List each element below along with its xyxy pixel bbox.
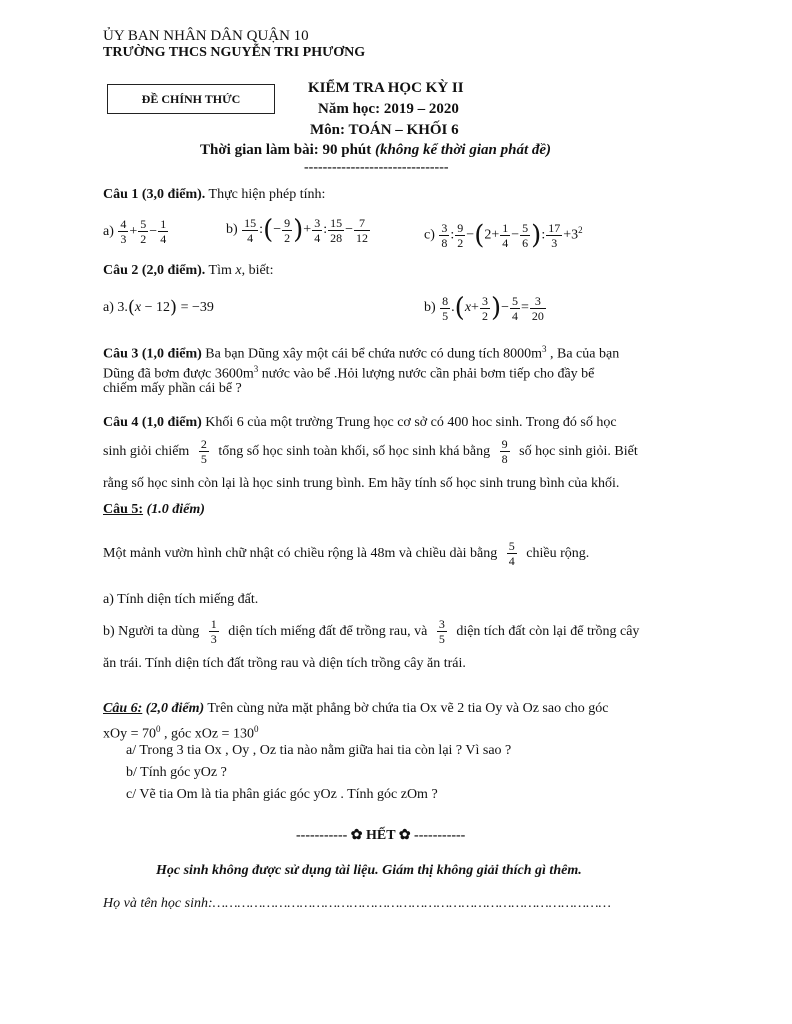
q6-title: Câu 6: — [103, 701, 143, 716]
student-name-line: Họ và tên học sinh:…………………………………………………………………………………… — [103, 896, 611, 911]
q1-c-label: c) — [424, 227, 435, 243]
q1-a-label: a) — [103, 224, 114, 239]
fraction: $\frac{3}{2}$ — [481, 293, 488, 323]
q1-heading — [103, 185, 325, 205]
fraction: $\frac{8}{5}$ — [442, 293, 449, 323]
fraction: $\frac{3}{5}$ — [438, 617, 445, 647]
fraction: $\frac{5}{4}$ — [512, 293, 519, 323]
q1-text: Thực hiện phép tính: — [205, 187, 326, 202]
q2-b-label: b) — [424, 300, 436, 316]
fraction: $\frac{3}{8}$ — [441, 220, 448, 250]
q2-heading: Câu 2 (2,0 điểm). Tìm x, biết: — [103, 263, 274, 278]
fraction: $\frac{15}{28}$ — [330, 215, 343, 245]
q4-line-1: Câu 4 (1,0 điểm) Khối 6 của một trường Trung học cơ sở có 400 hoc sinh. Trong đó số học — [103, 415, 617, 430]
fraction: $\frac{5}{4}$ — [508, 539, 515, 569]
q1-part-c: c) $\frac{3}{8}$ : $\frac{9}{2}$ −(2+ $\frac{1}{4}$ − $\frac{5}{6}$ ): $\frac{17}{3}$ $+3^2$ — [424, 220, 583, 251]
q6-line-1: Câu 6: (2,0 điểm) Trên cùng nửa mặt phẳng bờ chứa tia Ox vẽ 2 tia Oy và Oz sao cho góc — [103, 701, 609, 716]
end-marker: ----------- ✿ HẾT ✿ ----------- — [296, 828, 466, 843]
q5-part-b-line-2: ăn trái. Tính diện tích đất trồng rau và diện tích trồng cây ăn trái. — [103, 656, 466, 671]
fraction: $\frac{1}{4}$ — [160, 217, 167, 247]
q1-part-a: a) $\frac{4}{3}$ + $\frac{5}{2}$ − $\frac{1}{4}$ — [103, 217, 167, 247]
fraction: $\frac{1}{3}$ — [210, 617, 217, 647]
fraction: $\frac{4}{3}$ — [120, 217, 127, 247]
fraction: $\frac{3}{20}$ — [531, 293, 544, 323]
q2-part-a: a) 3.(x − 12) = −39 — [103, 297, 214, 318]
school-name: TRƯỜNG THCS NGUYỄN TRI PHƯƠNG — [103, 45, 366, 60]
fraction: $\frac{1}{4}$ — [502, 220, 509, 250]
header-divider: ------------------------------- — [304, 160, 449, 175]
q4-line-3: rằng số học sinh còn lại là học sinh trung bình. Em hãy tính số học sinh trung bình của khối. — [103, 476, 620, 491]
q4-title: Câu 4 (1,0 điểm) — [103, 415, 202, 430]
committee-name: ỦY BAN NHÂN DÂN QUẬN 10 — [103, 28, 309, 44]
q6-sub-a: a/ Trong 3 tia Ox , Oy , Oz tia nào nằm giữa hai tia còn lại ? Vì sao ? — [126, 743, 512, 758]
q2-a-label: a) — [103, 300, 114, 316]
subject-line: Môn: TOÁN – KHỐI 6 — [310, 122, 459, 138]
q4-line-2: sinh giỏi chiếm $\frac{2}{5}$ tổng số học sinh toàn khối, số học sinh khá bằng $\frac{9}{8}$ số học sinh giỏi. Biết — [103, 437, 638, 467]
q2-title: Câu 2 (2,0 điểm). — [103, 263, 206, 278]
fraction: $\frac{7}{12}$ — [355, 215, 368, 245]
q5-title: Câu 5: — [103, 502, 144, 517]
time-italic: (không kể thời gian phát đề) — [375, 142, 552, 158]
q2-part-b: b) $\frac{8}{5}$ .(x+ $\frac{3}{2}$ )− $\frac{5}{4}$ = $\frac{3}{20}$ — [424, 293, 544, 323]
fraction: $\frac{9}{8}$ — [501, 437, 508, 467]
exam-title: KIỂM TRA HỌC KỲ II — [308, 80, 464, 96]
q3-line-2: Dũng đã bơm được $3600m^3$ nước vào bể .Hỏi lượng nước cần phải bơm tiếp cho đầy bể — [103, 364, 595, 382]
exam-note: Học sinh không được sử dụng tài liệu. Giám thị không giải thích gì thêm. — [156, 863, 582, 878]
q5-line-1: Một mảnh vườn hình chữ nhật có chiều rộng là 48m và chiều dài bằng $\frac{5}{4}$ chiều rộng. — [103, 539, 590, 569]
school-year: Năm học: 2019 – 2020 — [318, 101, 459, 117]
q6-line-2: xOy = $70^0$ , góc xOz = $130^0$ — [103, 724, 259, 742]
official-label: ĐỀ CHÍNH THỨC — [107, 84, 275, 114]
q1-part-b: b) $\frac{15}{4}$ :(− $\frac{9}{2}$ )+ $\frac{3}{4}$ : $\frac{15}{28}$ − $\frac{7}{12}$ — [226, 215, 368, 245]
fraction: $\frac{15}{4}$ — [244, 215, 257, 245]
fraction: $\frac{3}{4}$ — [314, 215, 321, 245]
q6-sub-c: c/ Vẽ tia Om là tia phân giác góc yOz . Tính góc zOm ? — [126, 787, 438, 802]
fraction: $\frac{5}{6}$ — [522, 220, 529, 250]
q3-line-1: Câu 3 (1,0 điểm) Ba bạn Dũng xây một cái bể chứa nước có dung tích $8000m^3$ , Ba của bạn — [103, 344, 620, 362]
fraction: $\frac{9}{2}$ — [457, 220, 464, 250]
time-line — [200, 142, 551, 159]
fraction: $\frac{9}{2}$ — [284, 215, 291, 245]
fraction: $\frac{17}{3}$ — [548, 220, 561, 250]
q1-b-label: b) — [226, 222, 238, 238]
q1-title: Câu 1 (3,0 điểm). — [103, 187, 206, 202]
q5-part-a: a) Tính diện tích miếng đất. — [103, 592, 259, 607]
q3-line-3: chiếm mấy phần cái bể ? — [103, 381, 242, 396]
q3-title: Câu 3 (1,0 điểm) — [103, 346, 202, 362]
fraction: $\frac{5}{2}$ — [140, 217, 147, 247]
q5-part-b: b) Người ta dùng $\frac{1}{3}$ diện tích miếng đất để trồng rau, và $\frac{3}{5}$ diện tích đất còn lại để trồng cây — [103, 617, 640, 647]
fraction: $\frac{2}{5}$ — [200, 437, 207, 467]
q6-sub-b: b/ Tính góc yOz ? — [126, 765, 227, 780]
time-bold: Thời gian làm bài: 90 phút — [200, 142, 376, 158]
q5-heading: Câu 5: (1.0 điểm) — [103, 502, 205, 517]
